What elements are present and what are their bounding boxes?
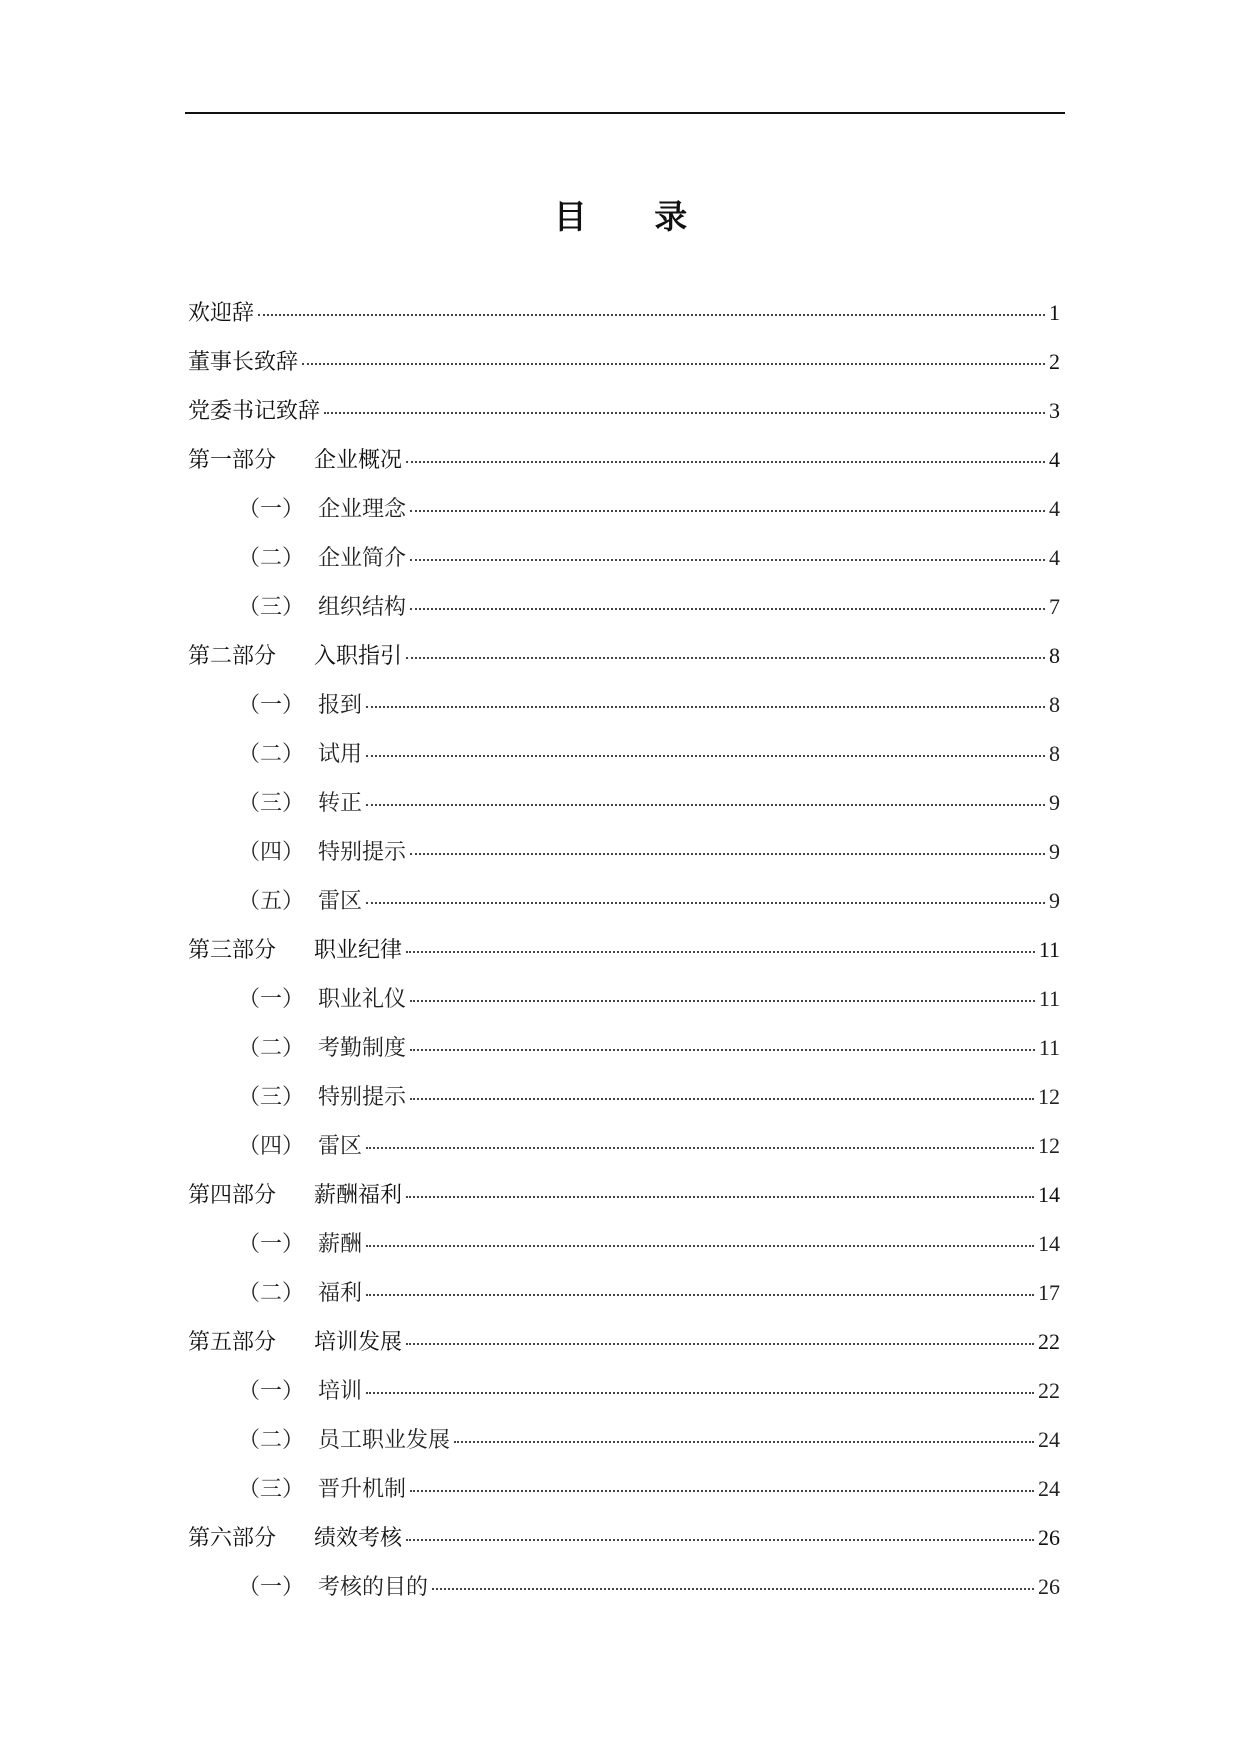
toc-entry-subsection[interactable]	[188, 1562, 1060, 1611]
toc-entry-page-number: 17	[1038, 1280, 1060, 1305]
toc-entry-page-number: 9	[1049, 790, 1060, 815]
toc-entry-section[interactable]	[188, 435, 1060, 484]
toc-entry-subsection[interactable]	[188, 680, 1060, 729]
toc-entry-label: 职业纪律	[314, 938, 403, 963]
toc-entry-number: （二）	[238, 1428, 305, 1453]
toc-entry-page-number: 8	[1049, 643, 1060, 668]
toc-entry-page-number: 22	[1038, 1378, 1060, 1403]
toc-dot-leader	[410, 1000, 1035, 1002]
toc-entry-subsection[interactable]	[188, 1219, 1060, 1268]
toc-entry-number: （三）	[238, 595, 305, 620]
toc-entry-label: 考勤制度	[318, 1036, 407, 1061]
toc-dot-leader	[410, 853, 1045, 855]
toc-entry-subsection[interactable]	[188, 582, 1060, 631]
toc-entry-subsection[interactable]	[188, 1268, 1060, 1317]
toc-entry-label: 特别提示	[318, 840, 407, 865]
toc-entry-label: 企业简介	[318, 546, 407, 571]
toc-entry-page-number: 14	[1038, 1182, 1060, 1207]
toc-dot-leader	[454, 1441, 1034, 1443]
toc-entry-subsection[interactable]	[188, 1464, 1060, 1513]
toc-entry-label: 培训发展	[314, 1330, 403, 1355]
toc-entry-page-number: 26	[1038, 1525, 1060, 1550]
toc-entry-page-number: 12	[1038, 1084, 1060, 1109]
toc-entry-number: （一）	[238, 497, 305, 522]
toc-dot-leader	[366, 1147, 1034, 1149]
toc-entry-number: 第六部分	[188, 1526, 277, 1551]
toc-entry-number: 第三部分	[188, 938, 277, 963]
toc-entry-subsection[interactable]	[188, 533, 1060, 582]
toc-entry-page-number: 12	[1038, 1133, 1060, 1158]
toc-entry-number: （一）	[238, 1232, 305, 1257]
toc-dot-leader	[410, 510, 1045, 512]
toc-entry-number: （三）	[238, 1085, 305, 1110]
toc-entry-page-number: 9	[1049, 888, 1060, 913]
toc-entry-number: （一）	[238, 1379, 305, 1404]
toc-entry-label: 薪酬	[318, 1232, 363, 1257]
toc-entry-label: 雷区	[318, 1134, 363, 1159]
toc-entry-label: 入职指引	[314, 644, 403, 669]
toc-dot-leader	[406, 1196, 1034, 1198]
toc-entry-page-number: 4	[1049, 545, 1060, 570]
toc-entry-label: 企业理念	[318, 497, 407, 522]
toc-dot-leader	[410, 1049, 1035, 1051]
toc-entry-section[interactable]	[188, 631, 1060, 680]
toc-entry-number: 第四部分	[188, 1183, 277, 1208]
toc-entry-section[interactable]	[188, 1170, 1060, 1219]
toc-entry-page-number: 8	[1049, 741, 1060, 766]
toc-dot-leader	[410, 608, 1045, 610]
toc-entry-section[interactable]	[188, 925, 1060, 974]
toc-entry-label: 转正	[318, 791, 363, 816]
toc-entry-page-number: 4	[1049, 496, 1060, 521]
toc-entry-number: （二）	[238, 1281, 305, 1306]
toc-entry-section[interactable]	[188, 288, 1060, 337]
toc-entry-number: （二）	[238, 1036, 305, 1061]
toc-dot-leader	[406, 1539, 1034, 1541]
toc-entry-page-number: 8	[1049, 692, 1060, 717]
toc-dot-leader	[406, 461, 1045, 463]
toc-entry-number: （五）	[238, 889, 305, 914]
toc-entry-page-number: 24	[1038, 1476, 1060, 1501]
toc-entry-subsection[interactable]	[188, 1072, 1060, 1121]
toc-entry-label: 特别提示	[318, 1085, 407, 1110]
toc-entry-subsection[interactable]	[188, 729, 1060, 778]
toc-entry-number: （二）	[238, 546, 305, 571]
toc-entry-subsection[interactable]	[188, 1121, 1060, 1170]
toc-entry-page-number: 11	[1038, 986, 1060, 1011]
toc-entry-label: 薪酬福利	[314, 1183, 403, 1208]
toc-entry-label: 职业礼仪	[318, 987, 407, 1012]
toc-entry-number: 第五部分	[188, 1330, 277, 1355]
toc-list	[188, 288, 1060, 1611]
toc-entry-subsection[interactable]	[188, 484, 1060, 533]
toc-entry-page-number: 22	[1038, 1329, 1060, 1354]
toc-dot-leader	[302, 363, 1045, 365]
toc-entry-number: 第一部分	[188, 448, 277, 473]
toc-dot-leader	[366, 1392, 1034, 1394]
toc-entry-number: （三）	[238, 791, 305, 816]
toc-entry-number: （四）	[238, 840, 305, 865]
toc-entry-subsection[interactable]	[188, 1415, 1060, 1464]
toc-entry-label: 报到	[318, 693, 363, 718]
toc-entry-page-number: 11	[1038, 1035, 1060, 1060]
toc-dot-leader	[366, 1294, 1034, 1296]
toc-entry-page-number: 1	[1049, 300, 1060, 325]
toc-entry-label: 党委书记致辞	[188, 399, 321, 424]
toc-entry-label: 绩效考核	[314, 1526, 403, 1551]
toc-dot-leader	[366, 1245, 1034, 1247]
toc-entry-subsection[interactable]	[188, 1023, 1060, 1072]
toc-dot-leader	[406, 951, 1035, 953]
toc-dot-leader	[406, 1343, 1034, 1345]
toc-entry-section[interactable]	[188, 337, 1060, 386]
toc-entry-number: （一）	[238, 987, 305, 1012]
toc-entry-label: 企业概况	[314, 448, 403, 473]
toc-entry-subsection[interactable]	[188, 778, 1060, 827]
toc-entry-label: 培训	[318, 1379, 363, 1404]
toc-entry-page-number: 3	[1049, 398, 1060, 423]
toc-entry-subsection[interactable]	[188, 1366, 1060, 1415]
toc-entry-label: 欢迎辞	[188, 301, 255, 326]
toc-dot-leader	[366, 804, 1045, 806]
toc-dot-leader	[410, 1098, 1034, 1100]
toc-entry-label: 员工职业发展	[318, 1428, 451, 1453]
toc-entry-label: 组织结构	[318, 595, 407, 620]
toc-entry-section[interactable]	[188, 1513, 1060, 1562]
toc-entry-label: 雷区	[318, 889, 363, 914]
toc-entry-number: （一）	[238, 1575, 305, 1600]
toc-entry-page-number: 26	[1038, 1574, 1060, 1599]
header-rule	[185, 112, 1065, 114]
toc-entry-page-number: 7	[1049, 594, 1060, 619]
toc-entry-subsection[interactable]	[188, 827, 1060, 876]
toc-entry-section[interactable]	[188, 1317, 1060, 1366]
toc-entry-page-number: 14	[1038, 1231, 1060, 1256]
toc-title: 目 录	[553, 197, 716, 236]
toc-dot-leader	[410, 1490, 1034, 1492]
toc-entry-number: （一）	[238, 693, 305, 718]
toc-entry-number: （三）	[238, 1477, 305, 1502]
toc-entry-number: （四）	[238, 1134, 305, 1159]
toc-entry-page-number: 2	[1049, 349, 1060, 374]
toc-entry-section[interactable]	[188, 386, 1060, 435]
toc-entry-label: 试用	[318, 742, 363, 767]
toc-dot-leader	[366, 902, 1045, 904]
toc-dot-leader	[406, 657, 1045, 659]
toc-entry-page-number: 9	[1049, 839, 1060, 864]
toc-entry-subsection[interactable]	[188, 876, 1060, 925]
toc-entry-label: 福利	[318, 1281, 363, 1306]
toc-entry-page-number: 24	[1038, 1427, 1060, 1452]
toc-entry-label: 考核的目的	[318, 1575, 429, 1600]
toc-dot-leader	[410, 559, 1045, 561]
toc-dot-leader	[432, 1588, 1034, 1590]
toc-dot-leader	[324, 412, 1045, 414]
toc-dot-leader	[366, 706, 1045, 708]
toc-entry-label: 董事长致辞	[188, 350, 299, 375]
toc-entry-page-number: 11	[1038, 937, 1060, 962]
toc-entry-subsection[interactable]	[188, 974, 1060, 1023]
toc-entry-page-number: 4	[1049, 447, 1060, 472]
toc-entry-number: （二）	[238, 742, 305, 767]
toc-entry-label: 晋升机制	[318, 1477, 407, 1502]
toc-dot-leader	[366, 755, 1045, 757]
toc-dot-leader	[258, 314, 1045, 316]
toc-entry-number: 第二部分	[188, 644, 277, 669]
